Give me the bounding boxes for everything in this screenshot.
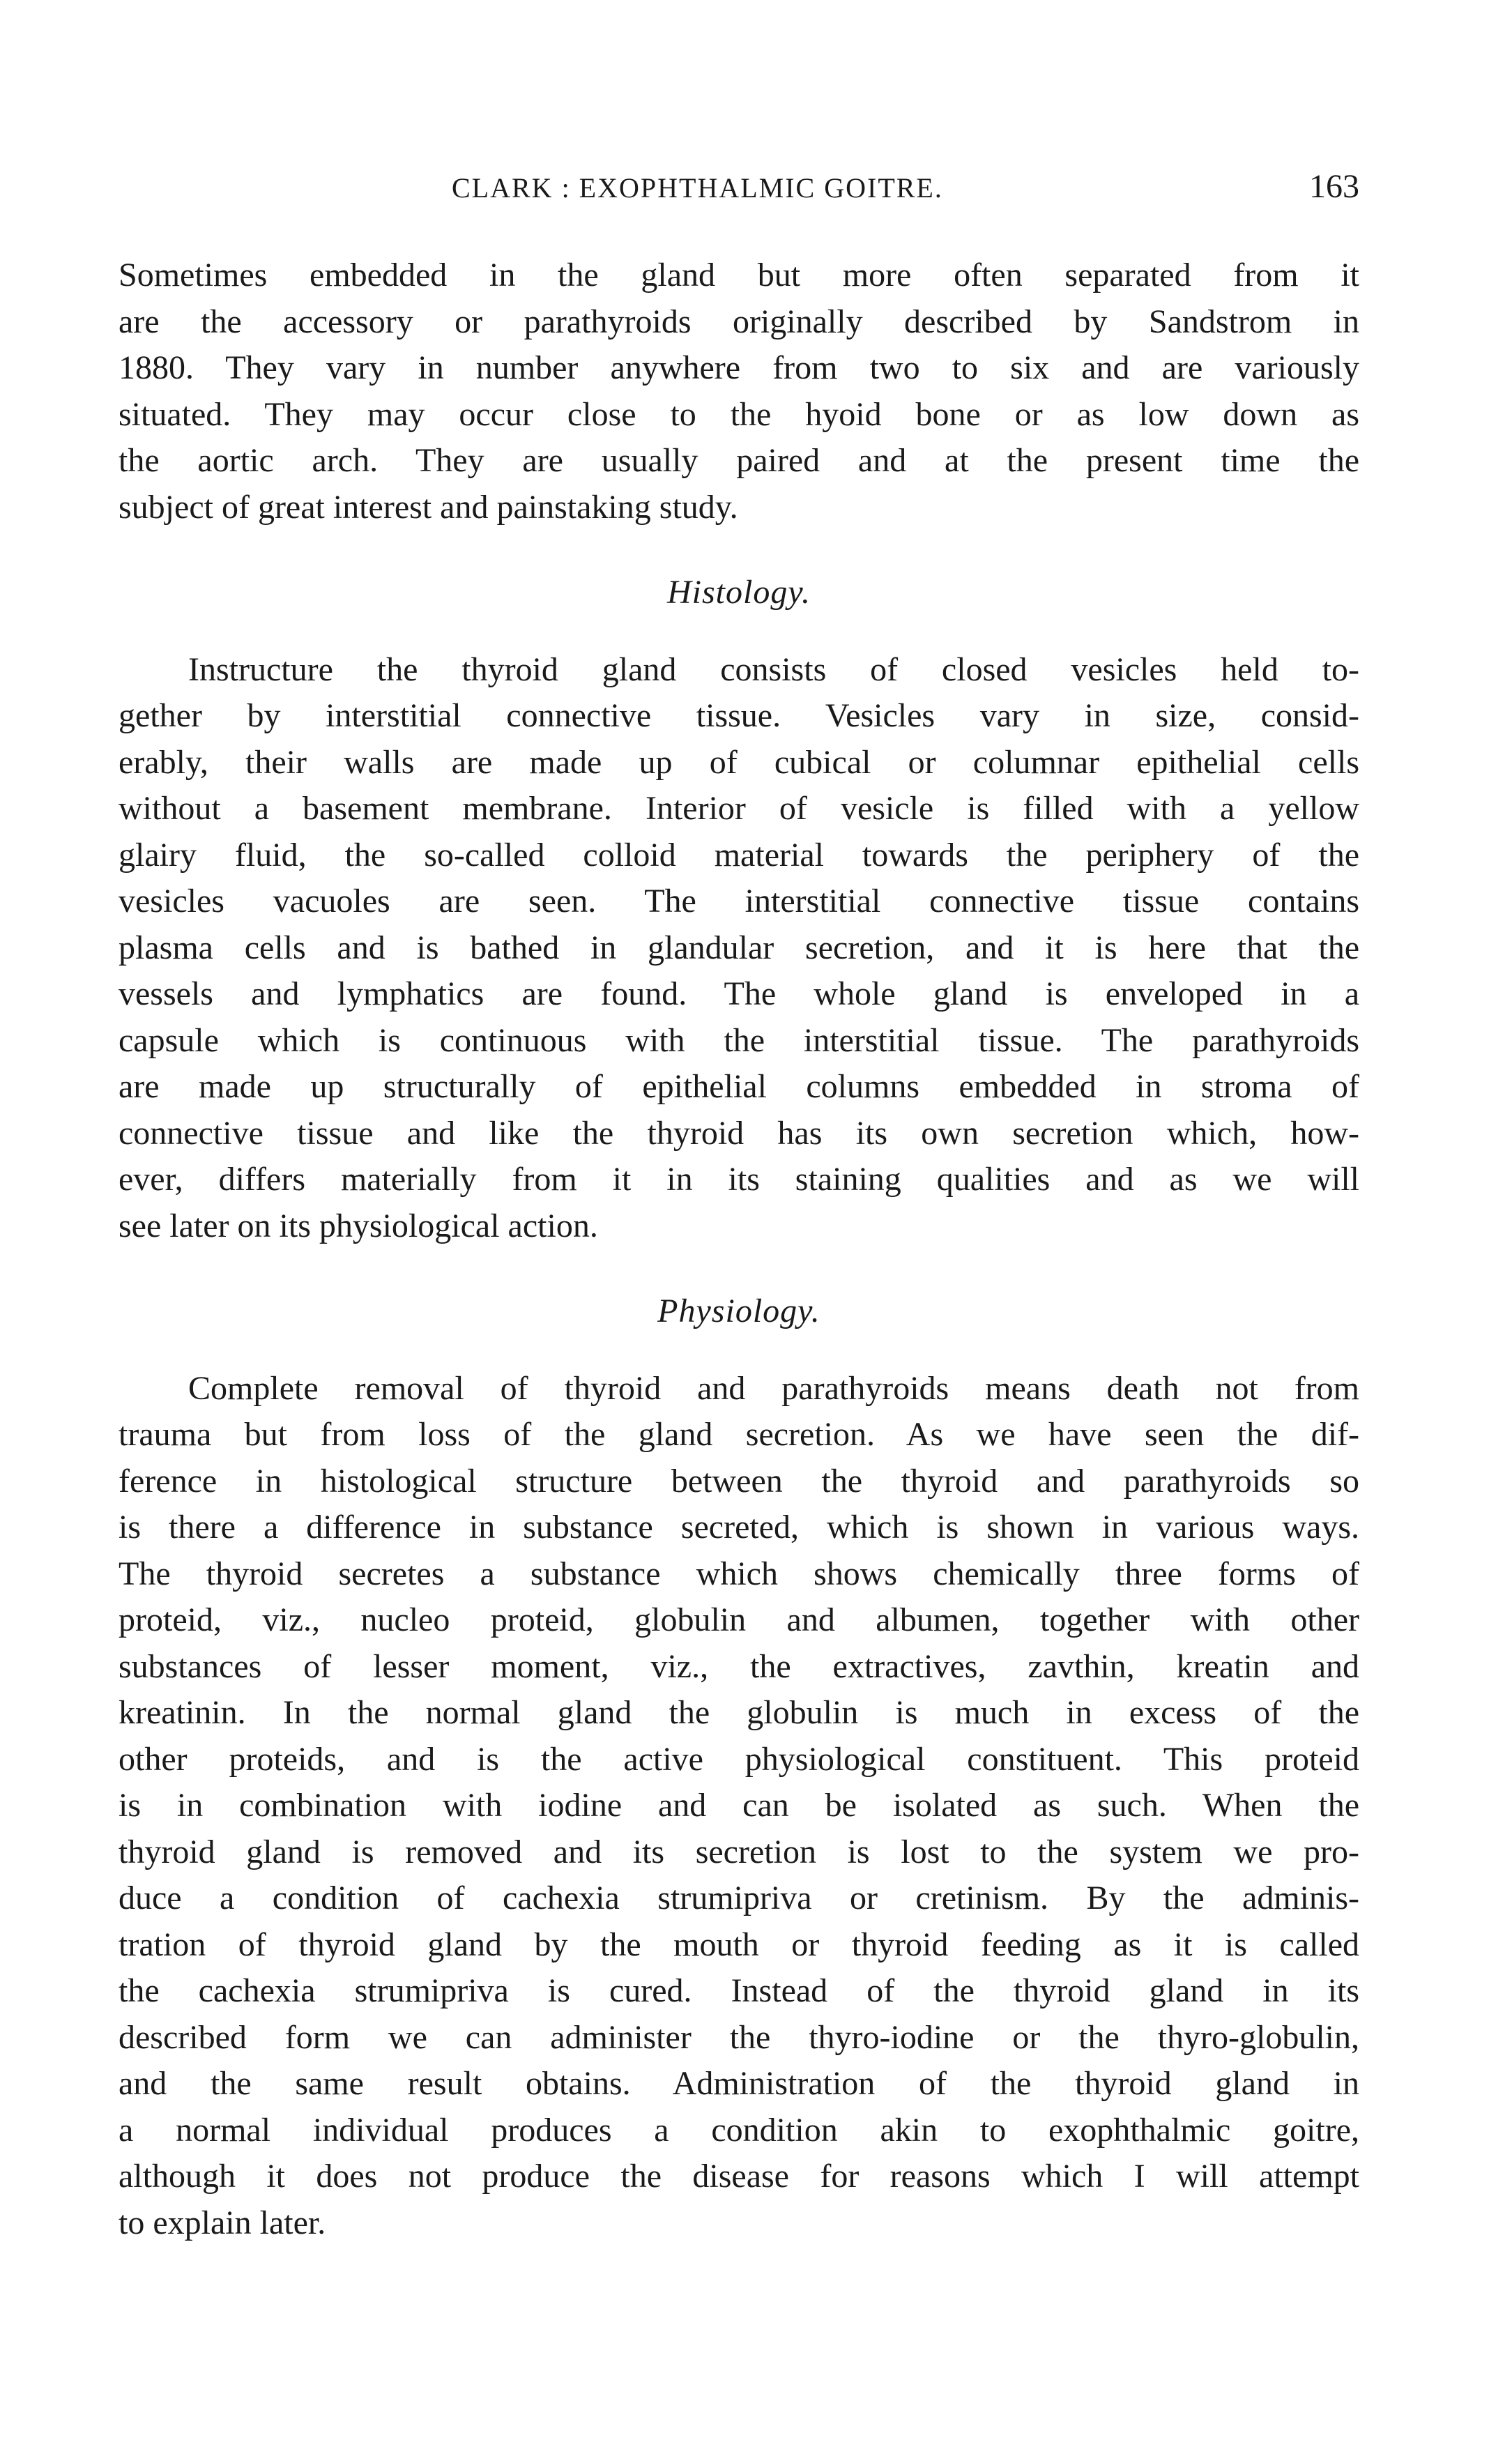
- text-line: see later on its physiological action.: [119, 1207, 598, 1244]
- text-line: connective tissue and like the thyroid has its own secretion which, how-: [119, 1114, 1359, 1152]
- text-line: ever, differs materially from it in its staining qualities and as we will: [119, 1161, 1359, 1198]
- text-line: vesicles vacuoles are seen. The interstitial connective tissue contains: [119, 883, 1359, 920]
- text-line: situated. They may occur close to the hyoid bone or as low down as: [119, 395, 1359, 433]
- text-line: glairy fluid, the so-called colloid material towards the periphery of the: [119, 836, 1359, 874]
- text-line: capsule which is continuous with the interstitial tissue. The parathyroids: [119, 1021, 1359, 1059]
- text-line: The thyroid secretes a substance which shows chemically three forms of: [119, 1555, 1359, 1592]
- running-title: CLARK : EXOPHTHALMIC GOITRE.: [452, 172, 943, 204]
- text-line: erably, their walls are made up of cubical or columnar epithelial cells: [119, 743, 1359, 781]
- text-line: ference in histological structure between the thyroid and parathyroids so: [119, 1462, 1359, 1500]
- text-line: kreatinin. In the normal gland the globulin is much in excess of the: [119, 1694, 1359, 1731]
- text-line: described form we can administer the thyro-iodine or the thyro-globulin,: [119, 2018, 1359, 2056]
- text-line: Complete removal of thyroid and parathyroids means death not from: [188, 1369, 1359, 1407]
- text-line: Sometimes embedded in the gland but more often separated from it: [119, 257, 1359, 294]
- section-heading-histology: Histology.: [666, 574, 811, 611]
- section-heading-physiology: Physiology.: [657, 1293, 820, 1329]
- text-line: 1880. They vary in number anywhere from two to six and are variously: [119, 349, 1359, 386]
- text-line: is there a difference in substance secreted, which is shown in various ways.: [119, 1509, 1359, 1546]
- text-line: without a basement membrane. Interior of vesicle is filled with a yellow: [119, 790, 1359, 827]
- text-line: the cachexia strumipriva is cured. Instead of the thyroid gland in its: [119, 1972, 1359, 2009]
- running-head: [119, 167, 1359, 216]
- paragraph-accessory-glands: [119, 252, 1359, 531]
- text-line: the aortic arch. They are usually paired and at the present time the: [119, 442, 1359, 479]
- text-line: are made up structurally of epithelial columns embedded in stroma of: [119, 1068, 1359, 1105]
- text-line: substances of lesser moment, viz., the extractives, zavthin, kreatin and: [119, 1647, 1359, 1685]
- text-line: other proteids, and is the active physiological constituent. This proteid: [119, 1740, 1359, 1778]
- text-line: tration of thyroid gland by the mouth or thyroid feeding as it is called: [119, 1926, 1359, 1963]
- paragraph-histology: [119, 647, 1359, 1250]
- text-line: duce a condition of cachexia strumipriva or cretinism. By the adminis-: [119, 1880, 1359, 1916]
- body-text: [119, 252, 1359, 2246]
- text-line: thyroid gland is removed and its secretion is lost to the system we pro-: [119, 1833, 1359, 1870]
- text-line: to explain later.: [119, 2204, 326, 2241]
- text-line: Instructure the thyroid gland consists of closed vesicles held to-: [188, 650, 1359, 688]
- text-line: are the accessory or parathyroids originally described by Sandstrom in: [119, 303, 1359, 340]
- paragraph-physiology: [119, 1366, 1359, 2247]
- text-line: plasma cells and is bathed in glandular secretion, and it is here that the: [119, 929, 1359, 966]
- text-line: although it does not produce the disease for reasons which I will attempt: [119, 2158, 1359, 2195]
- text-line: vessels and lymphatics are found. The whole gland is enveloped in a: [119, 975, 1359, 1012]
- text-line: proteid, viz., nucleo proteid, globulin and albumen, together with other: [119, 1601, 1359, 1638]
- text-line: and the same result obtains. Administration of the thyroid gland in: [119, 2065, 1359, 2102]
- text-line: trauma but from loss of the gland secretion. As we have seen the dif-: [119, 1416, 1359, 1453]
- text-line: gether by interstitial connective tissue. Vesicles vary in size, consid-: [119, 697, 1359, 734]
- page-number: 163: [1309, 168, 1359, 205]
- text-line: is in combination with iodine and can be isolated as such. When the: [119, 1787, 1359, 1824]
- text-line: a normal individual produces a condition akin to exophthalmic goitre,: [119, 2111, 1359, 2149]
- text-line: subject of great interest and painstaking study.: [119, 488, 738, 526]
